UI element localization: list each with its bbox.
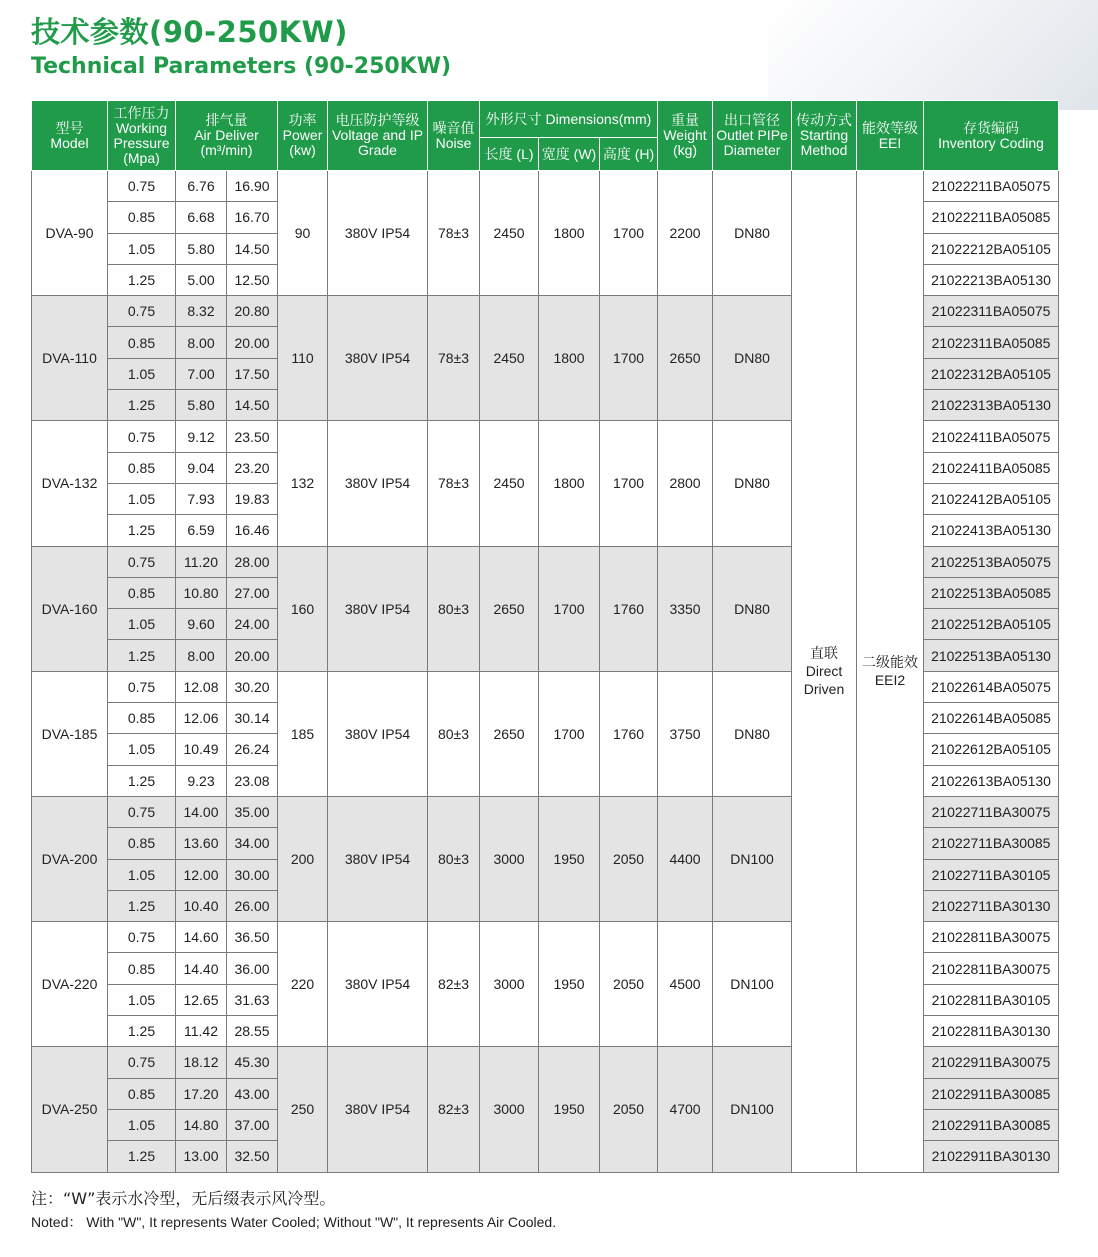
header-weight <box>658 101 713 171</box>
power-cell: 160 <box>278 546 328 671</box>
air-deliver-cell: 8.32 <box>176 296 227 327</box>
air-deliver-cell: 14.50 <box>227 390 278 421</box>
header-power <box>278 101 328 171</box>
noise-cell: 78±3 <box>428 296 480 421</box>
power-cell: 220 <box>278 922 328 1047</box>
inventory-code-cell: 21022512BA05105 <box>924 609 1059 640</box>
air-deliver-cell: 7.00 <box>176 358 227 389</box>
model-cell: DVA-250 <box>32 1047 108 1172</box>
air-deliver-cell: 7.93 <box>176 483 227 514</box>
header-line: Grade <box>358 142 397 158</box>
width-cell: 1950 <box>539 796 600 921</box>
pressure-cell: 1.25 <box>108 390 176 421</box>
pressure-cell: 1.05 <box>108 233 176 264</box>
inventory-code-cell: 21022711BA30085 <box>924 828 1059 859</box>
pressure-cell: 0.75 <box>108 296 176 327</box>
pressure-cell: 1.25 <box>108 765 176 796</box>
pressure-cell: 1.25 <box>108 264 176 295</box>
inventory-code-cell: 21022513BA05085 <box>924 577 1059 608</box>
weight-cell: 2650 <box>658 296 713 421</box>
air-deliver-cell: 8.00 <box>176 640 227 671</box>
air-deliver-cell: 9.23 <box>176 765 227 796</box>
air-deliver-cell: 34.00 <box>227 828 278 859</box>
header-length: 长度 (L) <box>480 138 539 171</box>
air-deliver-cell: 16.70 <box>227 202 278 233</box>
outlet-cell: DN100 <box>713 796 792 921</box>
pressure-cell: 0.85 <box>108 202 176 233</box>
length-cell: 2650 <box>480 671 539 796</box>
header-line: 重量 <box>671 112 700 128</box>
header-line: Diameter <box>723 142 781 158</box>
air-deliver-cell: 19.83 <box>227 483 278 514</box>
air-deliver-cell: 14.50 <box>227 233 278 264</box>
power-cell: 185 <box>278 671 328 796</box>
width-cell: 1800 <box>539 421 600 546</box>
weight-cell: 3750 <box>658 671 713 796</box>
pressure-cell: 0.75 <box>108 1047 176 1078</box>
height-cell: 2050 <box>600 1047 658 1172</box>
inventory-code-cell: 21022811BA30075 <box>924 953 1059 984</box>
inventory-code-cell: 21022811BA30075 <box>924 922 1059 953</box>
header-line: (m³/min) <box>200 142 253 158</box>
pressure-cell: 0.75 <box>108 171 176 202</box>
header-line: Direct <box>805 663 843 680</box>
outlet-cell: DN80 <box>713 171 792 296</box>
inventory-code-cell: 21022211BA05085 <box>924 202 1059 233</box>
inventory-code-cell: 21022711BA30075 <box>924 796 1059 827</box>
length-cell: 3000 <box>480 1047 539 1172</box>
header-line: 电压防护等级 <box>335 112 420 128</box>
header-height: 高度 (H) <box>600 138 658 171</box>
header-line: 工作压力 <box>113 104 170 121</box>
pressure-cell: 1.25 <box>108 515 176 546</box>
length-cell: 2650 <box>480 546 539 671</box>
header-line: 排气量 <box>205 112 248 128</box>
inventory-code-cell: 21022613BA05130 <box>924 765 1059 796</box>
inventory-code-cell: 21022413BA05130 <box>924 515 1059 546</box>
page-title-en: Technical Parameters (90-250KW) <box>31 54 452 79</box>
air-deliver-cell: 14.40 <box>176 953 227 984</box>
header-line: Pressure <box>113 134 170 151</box>
inventory-code-cell: 21022711BA30130 <box>924 890 1059 921</box>
inventory-code-cell: 21022213BA05130 <box>924 264 1059 295</box>
air-deliver-cell: 43.00 <box>227 1078 278 1109</box>
inventory-code-cell: 21022212BA05105 <box>924 233 1059 264</box>
outlet-cell: DN80 <box>713 296 792 421</box>
voltage-cell: 380V IP54 <box>328 922 428 1047</box>
header-width: 宽度 (W) <box>539 138 600 171</box>
air-deliver-cell: 6.59 <box>176 515 227 546</box>
inventory-code-cell: 21022911BA30075 <box>924 1047 1059 1078</box>
pressure-cell: 0.75 <box>108 796 176 827</box>
air-deliver-cell: 11.20 <box>176 546 227 577</box>
height-cell: 2050 <box>600 922 658 1047</box>
air-deliver-cell: 23.50 <box>227 421 278 452</box>
pressure-cell: 0.75 <box>108 671 176 702</box>
header-coding <box>924 101 1059 171</box>
pressure-cell: 0.75 <box>108 922 176 953</box>
header-line: EEI <box>878 134 902 151</box>
outlet-cell: DN80 <box>713 421 792 546</box>
header-line: Driven <box>803 681 845 698</box>
header-line: 直联 <box>810 645 839 662</box>
width-cell: 1800 <box>539 171 600 296</box>
spec-table-body <box>32 171 1059 1173</box>
starting-method-cell <box>792 171 857 1173</box>
inventory-code-cell: 21022911BA30130 <box>924 1141 1059 1172</box>
air-deliver-cell: 24.00 <box>227 609 278 640</box>
length-cell: 3000 <box>480 922 539 1047</box>
inventory-code-cell: 21022411BA05075 <box>924 421 1059 452</box>
model-cell: DVA-132 <box>32 421 108 546</box>
pressure-cell: 0.85 <box>108 703 176 734</box>
length-cell: 3000 <box>480 796 539 921</box>
header-model <box>32 101 108 171</box>
air-deliver-cell: 45.30 <box>227 1047 278 1078</box>
length-cell: 2450 <box>480 296 539 421</box>
header-line: 传动方式 <box>796 112 853 128</box>
inventory-code-cell: 21022513BA05130 <box>924 640 1059 671</box>
header-noise <box>428 101 480 171</box>
pressure-cell: 1.25 <box>108 890 176 921</box>
inventory-code-cell: 21022811BA30105 <box>924 984 1059 1015</box>
air-deliver-cell: 20.00 <box>227 327 278 358</box>
air-deliver-cell: 6.76 <box>176 171 227 202</box>
noise-cell: 80±3 <box>428 796 480 921</box>
air-deliver-cell: 12.00 <box>176 859 227 890</box>
header-line: Model <box>50 134 89 151</box>
inventory-code-cell: 21022412BA05105 <box>924 483 1059 514</box>
model-cell: DVA-90 <box>32 171 108 296</box>
voltage-cell: 380V IP54 <box>328 671 428 796</box>
header-line: (kg) <box>672 142 698 158</box>
air-deliver-cell: 36.50 <box>227 922 278 953</box>
header-line: EEI2 <box>874 672 906 689</box>
pressure-cell: 0.85 <box>108 953 176 984</box>
air-deliver-cell: 35.00 <box>227 796 278 827</box>
air-deliver-cell: 14.00 <box>176 796 227 827</box>
inventory-code-cell: 21022411BA05085 <box>924 452 1059 483</box>
inventory-code-cell: 21022313BA05130 <box>924 390 1059 421</box>
width-cell: 1800 <box>539 296 600 421</box>
power-cell: 110 <box>278 296 328 421</box>
page-title-cn: 技术参数(90-250KW) <box>31 15 348 49</box>
width-cell: 1950 <box>539 1047 600 1172</box>
header-line: Power <box>282 127 323 143</box>
air-deliver-cell: 9.12 <box>176 421 227 452</box>
pressure-cell: 0.75 <box>108 421 176 452</box>
power-cell: 200 <box>278 796 328 921</box>
power-cell: 250 <box>278 1047 328 1172</box>
height-cell: 1760 <box>600 546 658 671</box>
pressure-cell: 1.05 <box>108 859 176 890</box>
header-line: Inventory Coding <box>938 134 1044 151</box>
air-deliver-cell: 31.63 <box>227 984 278 1015</box>
noise-cell: 80±3 <box>428 671 480 796</box>
air-deliver-cell: 12.06 <box>176 703 227 734</box>
air-deliver-cell: 32.50 <box>227 1141 278 1172</box>
table-row <box>32 171 1059 202</box>
pressure-cell: 0.85 <box>108 1078 176 1109</box>
air-deliver-cell: 16.90 <box>227 171 278 202</box>
pressure-cell: 1.05 <box>108 1109 176 1140</box>
pressure-cell: 0.85 <box>108 452 176 483</box>
air-deliver-cell: 12.65 <box>176 984 227 1015</box>
air-deliver-cell: 13.00 <box>176 1141 227 1172</box>
inventory-code-cell: 21022811BA30130 <box>924 1016 1059 1047</box>
inventory-code-cell: 21022311BA05085 <box>924 327 1059 358</box>
header-dimensions: 外形尺寸 Dimensions(mm) <box>480 101 658 138</box>
pressure-cell: 1.05 <box>108 609 176 640</box>
pressure-cell: 0.85 <box>108 577 176 608</box>
air-deliver-cell: 5.00 <box>176 264 227 295</box>
air-deliver-cell: 9.60 <box>176 609 227 640</box>
header-line: Noise <box>435 134 472 151</box>
width-cell: 1950 <box>539 922 600 1047</box>
height-cell: 1700 <box>600 296 658 421</box>
header-line: Method <box>800 142 848 158</box>
pressure-cell: 0.85 <box>108 828 176 859</box>
weight-cell: 3350 <box>658 546 713 671</box>
inventory-code-cell: 21022614BA05085 <box>924 703 1059 734</box>
header-line: Working <box>115 119 168 136</box>
noise-cell: 80±3 <box>428 546 480 671</box>
inventory-code-cell: 21022612BA05105 <box>924 734 1059 765</box>
air-deliver-cell: 14.80 <box>176 1109 227 1140</box>
pressure-cell: 0.75 <box>108 546 176 577</box>
model-cell: DVA-160 <box>32 546 108 671</box>
air-deliver-cell: 10.49 <box>176 734 227 765</box>
header-eei <box>857 101 924 171</box>
air-deliver-cell: 14.60 <box>176 922 227 953</box>
header-line: Outlet PIPe <box>716 127 788 143</box>
outlet-cell: DN100 <box>713 922 792 1047</box>
note-en: Noted： With "W", It represents Water Cooled; Without "W", It represents Air Cooled. <box>31 1214 557 1230</box>
air-deliver-cell: 8.00 <box>176 327 227 358</box>
header-line: 出口管径 <box>724 112 781 128</box>
pressure-cell: 1.05 <box>108 483 176 514</box>
air-deliver-cell: 26.24 <box>227 734 278 765</box>
air-deliver-cell: 10.40 <box>176 890 227 921</box>
length-cell: 2450 <box>480 421 539 546</box>
air-deliver-cell: 6.68 <box>176 202 227 233</box>
inventory-code-cell: 21022312BA05105 <box>924 358 1059 389</box>
header-line: 能效等级 <box>862 119 919 136</box>
header-air-deliver <box>176 101 278 171</box>
pressure-cell: 1.25 <box>108 1016 176 1047</box>
header-line: 功率 <box>288 112 317 128</box>
air-deliver-cell: 13.60 <box>176 828 227 859</box>
inventory-code-cell: 21022911BA30085 <box>924 1109 1059 1140</box>
inventory-code-cell: 21022513BA05075 <box>924 546 1059 577</box>
outlet-cell: DN80 <box>713 546 792 671</box>
width-cell: 1700 <box>539 546 600 671</box>
air-deliver-cell: 26.00 <box>227 890 278 921</box>
header-line: 型号 <box>55 119 84 136</box>
header-line: Weight <box>663 127 707 143</box>
eei-cell <box>857 171 924 1173</box>
pressure-cell: 0.85 <box>108 327 176 358</box>
header-line: 噪音值 <box>432 119 475 136</box>
pressure-cell: 1.05 <box>108 984 176 1015</box>
inventory-code-cell: 21022911BA30085 <box>924 1078 1059 1109</box>
pressure-cell: 1.05 <box>108 358 176 389</box>
pressure-cell: 1.25 <box>108 640 176 671</box>
inventory-code-cell: 21022614BA05075 <box>924 671 1059 702</box>
inventory-code-cell: 21022311BA05075 <box>924 296 1059 327</box>
air-deliver-cell: 9.04 <box>176 452 227 483</box>
air-deliver-cell: 30.00 <box>227 859 278 890</box>
noise-cell: 82±3 <box>428 922 480 1047</box>
outlet-cell: DN80 <box>713 671 792 796</box>
air-deliver-cell: 5.80 <box>176 233 227 264</box>
air-deliver-cell: 18.12 <box>176 1047 227 1078</box>
height-cell: 1700 <box>600 171 658 296</box>
inventory-code-cell: 21022711BA30105 <box>924 859 1059 890</box>
header-line: Starting <box>799 127 849 143</box>
header-line: (kw) <box>289 142 316 158</box>
pressure-cell: 1.25 <box>108 1141 176 1172</box>
model-cell: DVA-110 <box>32 296 108 421</box>
voltage-cell: 380V IP54 <box>328 1047 428 1172</box>
spec-table <box>31 100 1059 1173</box>
length-cell: 2450 <box>480 171 539 296</box>
header-line: Voltage and IP <box>331 127 424 143</box>
air-deliver-cell: 12.50 <box>227 264 278 295</box>
air-deliver-cell: 30.14 <box>227 703 278 734</box>
air-deliver-cell: 12.08 <box>176 671 227 702</box>
noise-cell: 82±3 <box>428 1047 480 1172</box>
power-cell: 90 <box>278 171 328 296</box>
air-deliver-cell: 23.20 <box>227 452 278 483</box>
air-deliver-cell: 16.46 <box>227 515 278 546</box>
weight-cell: 4500 <box>658 922 713 1047</box>
height-cell: 2050 <box>600 796 658 921</box>
air-deliver-cell: 20.80 <box>227 296 278 327</box>
inventory-code-cell: 21022211BA05075 <box>924 171 1059 202</box>
weight-cell: 4400 <box>658 796 713 921</box>
air-deliver-cell: 30.20 <box>227 671 278 702</box>
air-deliver-cell: 11.42 <box>176 1016 227 1047</box>
header-line: 存货编码 <box>963 119 1020 136</box>
weight-cell: 2800 <box>658 421 713 546</box>
width-cell: 1700 <box>539 671 600 796</box>
air-deliver-cell: 17.50 <box>227 358 278 389</box>
power-cell: 132 <box>278 421 328 546</box>
voltage-cell: 380V IP54 <box>328 296 428 421</box>
header-line: Air Deliver <box>194 127 259 143</box>
air-deliver-cell: 17.20 <box>176 1078 227 1109</box>
height-cell: 1760 <box>600 671 658 796</box>
header-line: (Mpa) <box>123 149 160 166</box>
header-starting <box>792 101 857 171</box>
voltage-cell: 380V IP54 <box>328 796 428 921</box>
voltage-cell: 380V IP54 <box>328 421 428 546</box>
weight-cell: 2200 <box>658 171 713 296</box>
air-deliver-cell: 36.00 <box>227 953 278 984</box>
noise-cell: 78±3 <box>428 421 480 546</box>
height-cell: 1700 <box>600 421 658 546</box>
model-cell: DVA-185 <box>32 671 108 796</box>
header-line: 二级能效 <box>862 654 919 671</box>
noise-cell: 78±3 <box>428 171 480 296</box>
air-deliver-cell: 27.00 <box>227 577 278 608</box>
pressure-cell: 1.05 <box>108 734 176 765</box>
model-cell: DVA-200 <box>32 796 108 921</box>
voltage-cell: 380V IP54 <box>328 171 428 296</box>
air-deliver-cell: 5.80 <box>176 390 227 421</box>
weight-cell: 4700 <box>658 1047 713 1172</box>
air-deliver-cell: 37.00 <box>227 1109 278 1140</box>
note-cn: 注：“W”表示水冷型，无后缀表示风冷型。 <box>31 1189 336 1208</box>
voltage-cell: 380V IP54 <box>328 546 428 671</box>
header-voltage <box>328 101 428 171</box>
air-deliver-cell: 28.55 <box>227 1016 278 1047</box>
header-outlet <box>713 101 792 171</box>
outlet-cell: DN100 <box>713 1047 792 1172</box>
air-deliver-cell: 10.80 <box>176 577 227 608</box>
background-decoration <box>768 0 1098 110</box>
model-cell: DVA-220 <box>32 922 108 1047</box>
air-deliver-cell: 23.08 <box>227 765 278 796</box>
air-deliver-cell: 20.00 <box>227 640 278 671</box>
header-pressure <box>108 101 176 171</box>
air-deliver-cell: 28.00 <box>227 546 278 577</box>
